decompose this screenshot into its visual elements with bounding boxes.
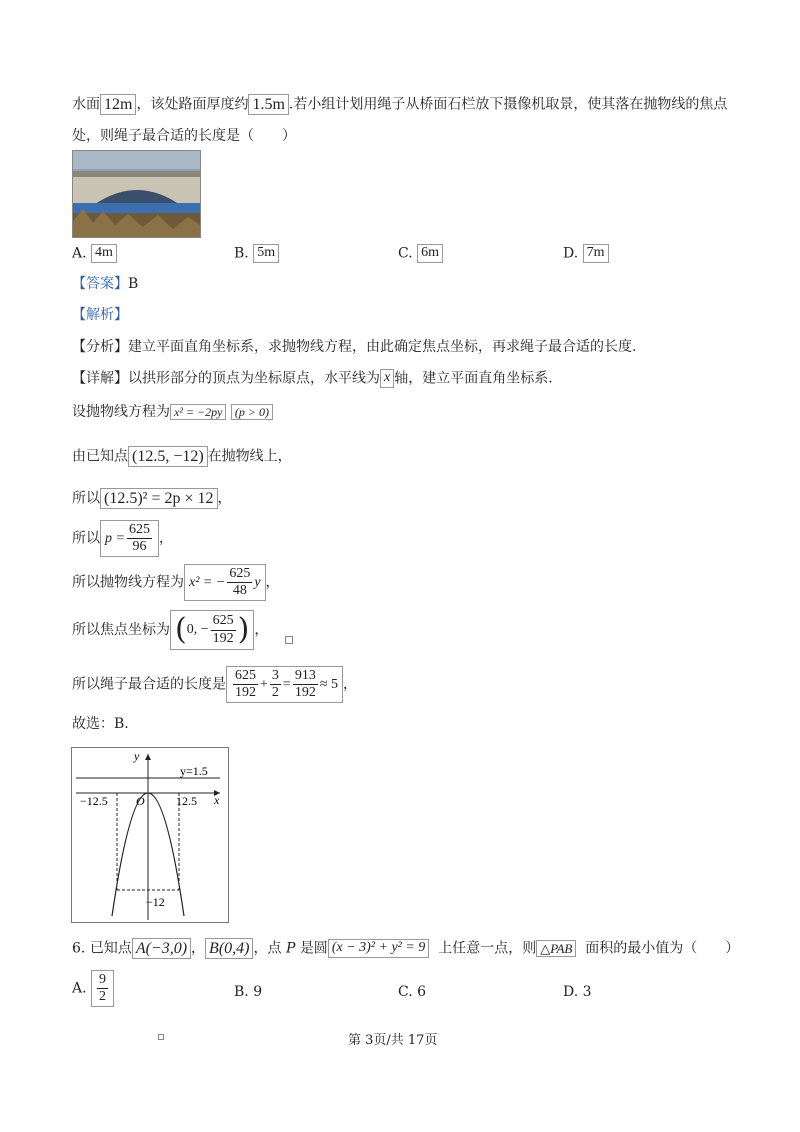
q5-option-a: A. 4m bbox=[72, 244, 117, 263]
math-1-5m: 1.5m bbox=[248, 94, 288, 115]
q6-option-b: B. 9 bbox=[234, 984, 263, 1000]
step-6: 所以焦点坐标为 (0, − $\frac{625}{192}$ ) ， bbox=[72, 610, 268, 650]
q5-line1: 水面 12m ，该处路面厚度约 1.5m .若小组计划用绳子从桥面石栏放下摄像机取景，使其落在抛物线的焦点 bbox=[72, 94, 727, 115]
step-7: 所以绳子最合适的长度是 $\frac{625}{192}$ + $\frac{3}{2}$ = $\frac{913}{192}$ ≈ 5 ， bbox=[72, 666, 357, 703]
q6-option-d: D. 3 bbox=[563, 984, 592, 1000]
q6-option-c: C. 6 bbox=[398, 984, 427, 1000]
origin-label: O bbox=[136, 794, 145, 808]
xiangjie-line: 【详解】以拱形部分的顶点为坐标原点，水平线为 x 轴，建立平面直角坐标系. bbox=[72, 370, 553, 387]
y-axis-label: y bbox=[134, 749, 140, 763]
page-footer: 第 3页/共 17页 bbox=[348, 1033, 438, 1048]
math-12m: 12m bbox=[100, 94, 136, 115]
q5-option-c: C. 6m bbox=[398, 244, 443, 263]
step-1: 设抛物线方程为 x² = −2py (p > 0) bbox=[72, 404, 273, 421]
answer-line: 【答案】B bbox=[72, 276, 139, 292]
q5-option-d: D. 7m bbox=[563, 244, 609, 263]
q5-line2: 处，则绳子最合适的长度是（ ） bbox=[72, 128, 296, 144]
parabola-diagram bbox=[71, 747, 229, 923]
step-3: 所以 (12.5)² = 2p × 12 ， bbox=[72, 488, 232, 509]
left-label: −12.5 bbox=[80, 794, 108, 808]
step-5: 所以抛物线方程为 x² = − $\frac{625}{48}$ y ， bbox=[72, 564, 280, 601]
conclusion: 故选：B. bbox=[72, 716, 129, 732]
line-label: y=1.5 bbox=[180, 764, 208, 778]
small-square-icon bbox=[285, 636, 293, 644]
fenxi-line: 【分析】建立平面直角坐标系，求抛物线方程，由此确定焦点坐标，再求绳子最合适的长度. bbox=[72, 339, 637, 355]
footer-mark-icon bbox=[158, 1034, 164, 1040]
step-2: 由已知点 (12.5, −12) 在抛物线上， bbox=[72, 446, 292, 467]
right-label: 12.5 bbox=[176, 794, 197, 808]
bridge-photo bbox=[72, 150, 201, 238]
analysis-tag: 【解析】 bbox=[72, 307, 128, 323]
parabola-svg bbox=[72, 748, 228, 922]
bridge-photo-art bbox=[73, 151, 200, 237]
q6-line: 6. 已知点 A(−3,0) ， B(0,4) ，点 P 是圆 (x − 3)² + y² = 9 上任意一点，则 △PAB 面积的最小值为（ ） bbox=[72, 938, 739, 959]
q6-option-a: A. $\frac{9}{2}$ bbox=[72, 970, 114, 1007]
x-axis-label: x bbox=[214, 793, 220, 807]
q5-option-b: B. 5m bbox=[234, 244, 279, 263]
bottom-label: −12 bbox=[146, 895, 165, 909]
step-4: 所以 p = $\frac{625}{96}$ ， bbox=[72, 520, 173, 557]
